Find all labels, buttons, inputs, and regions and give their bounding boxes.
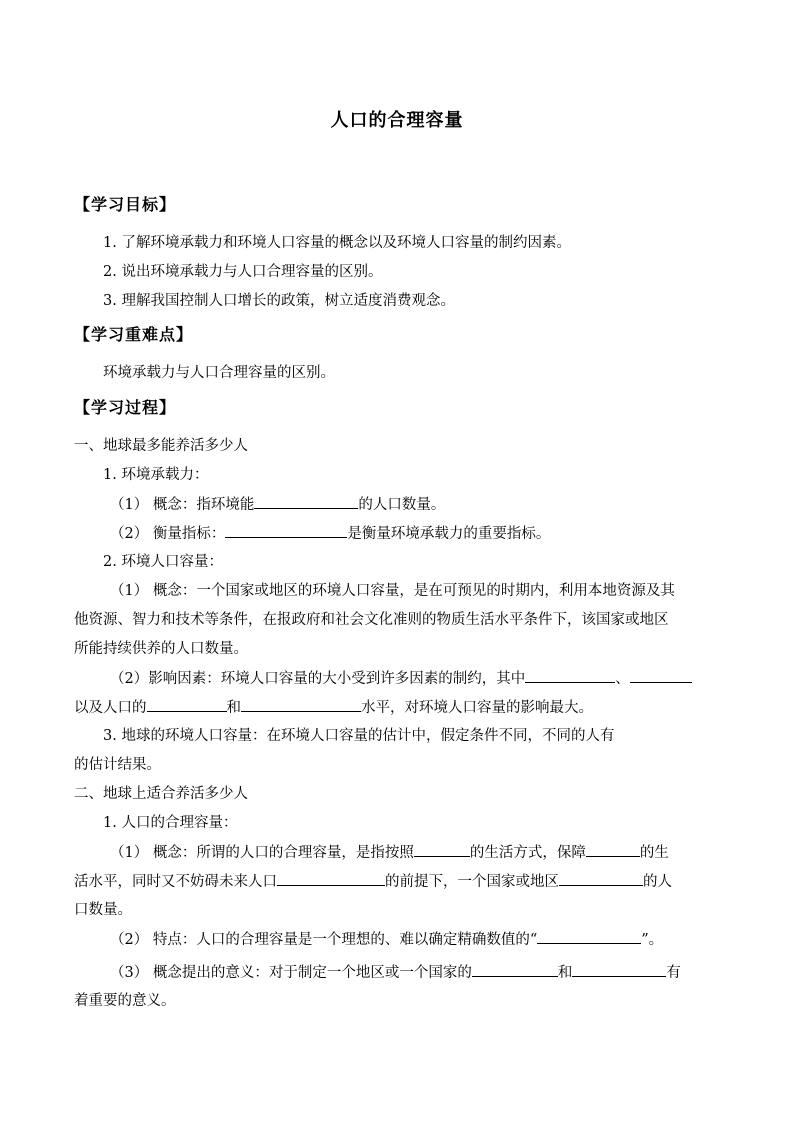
fill-blank[interactable] [537,929,641,944]
text: 活水平，同时又不妨碍未来人口 [74,874,277,890]
text: 的人口数量。 [358,497,446,513]
section-2-1-concept-line-2 [74,871,672,892]
text: 的生 [639,845,669,861]
fill-blank[interactable] [572,962,666,977]
text: 和 [226,700,241,716]
fill-blank[interactable] [472,962,558,977]
text: （2） 衡量指标： [110,526,226,542]
section-1-2-heading: 2. 环境人口容量： [103,554,223,570]
section-1-2-factors-line-2 [74,697,593,718]
text: 是衡量环境承载力的重要指标。 [347,526,551,542]
text: 的人 [643,874,672,890]
text: 、 [615,671,630,687]
fill-blank[interactable] [277,871,385,886]
fill-blank[interactable] [254,494,358,509]
text: 以及人口的 [74,700,147,716]
text: 水平，对环境人口容量的影响最大。 [361,700,593,716]
text: （2）影响因素：环境人口容量的大小受到许多因素的制约，其中 [110,671,526,687]
section-2-1-significance-line-1 [110,962,681,983]
text: （1） 概念：所谓的人口的合理容量，是指按照 [110,845,414,861]
section-1-heading: 一、地球最多能养活多少人 [74,438,248,454]
fill-blank[interactable] [414,842,470,857]
section-1-3-line-2: 的估计结果。 [74,757,161,773]
section-1-3-line-1: 3. 地球的环境人口容量：在环境人口容量的估计中，假定条件不同，不同的人有 [103,728,615,744]
fill-blank[interactable] [586,842,640,857]
text: 的生活方式，保障 [469,845,586,861]
section-1-1-heading: 1. 环境承载力： [103,467,209,483]
section-1-1-indicator [110,523,550,544]
text: 的前提下，一个国家或地区 [385,874,559,890]
fill-blank[interactable] [147,697,227,712]
section-2-1-significance-line-2: 着重要的意义。 [74,993,176,1009]
section-1-1-concept [110,494,445,515]
fill-blank[interactable] [559,871,643,886]
text: （2） 特点：人口的合理容量是一个理想的、难以确定精确数值的“ [110,932,538,948]
section-2-heading: 二、地球上适合养活多少人 [74,786,248,802]
heading-learning-process: 【学习过程】 [74,398,177,417]
goal-item-2: 2. 说出环境承载力与人口合理容量的区别。 [103,264,383,280]
heading-key-points: 【学习重难点】 [74,325,194,344]
section-2-1-concept-line-3: 口数量。 [74,902,132,918]
goal-item-1: 1. 了解环境承载力和环境人口容量的概念以及环境人口容量的制约因素。 [103,235,571,251]
section-1-2-concept-line-1: （1） 概念：一个国家或地区的环境人口容量，是在可预见的时期内，利用本地资源及其 [110,583,675,599]
section-1-2-factors-line-1 [110,668,692,689]
section-2-1-features [110,929,663,950]
fill-blank[interactable] [525,668,615,683]
section-1-2-concept-line-2: 他资源、智力和技术等条件，在报政府和社会文化准则的物质生活水平条件下，该国家或地区 [74,612,669,628]
fill-blank[interactable] [630,668,692,683]
section-2-1-concept-line-1 [110,842,669,863]
document-title: 人口的合理容量 [330,110,464,131]
goal-item-3: 3. 理解我国控制人口增长的政策，树立适度消费观念。 [103,293,455,309]
text: （3） 概念提出的意义：对于制定一个地区或一个国家的 [110,965,472,981]
section-1-2-concept-line-3: 所能持续供养的人口数量。 [74,641,248,657]
text: 和 [557,965,573,981]
key-points-text: 环境承载力与人口合理容量的区别。 [103,365,335,381]
section-2-1-heading: 1. 人口的合理容量： [103,815,238,831]
fill-blank[interactable] [225,523,347,538]
text: （1） 概念：指环境能 [110,497,255,513]
text: ”。 [641,932,664,948]
fill-blank[interactable] [241,697,361,712]
heading-learning-goals: 【学习目标】 [74,195,177,214]
text: 有 [666,965,681,981]
